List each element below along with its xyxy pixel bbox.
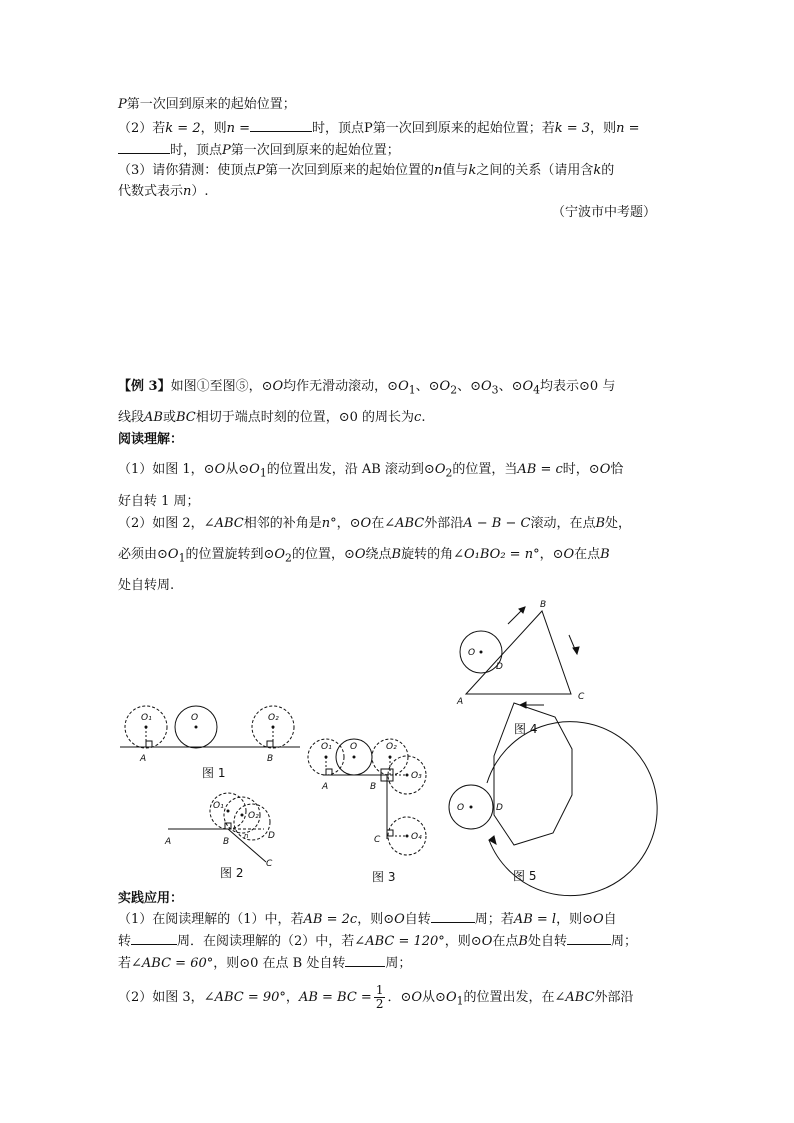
example3-line1: 【例 3】如图①至图⑤，⊙O均作无滑动滚动，$⊙O_1$、$⊙O_2$、$⊙O_3$、$⊙O_4$均表示⊙0 与 xyxy=(118,379,616,397)
fig5-caption: 图 5 xyxy=(513,869,537,883)
figure-5 xyxy=(449,703,657,896)
fig4-label-c: C xyxy=(578,692,585,702)
source-note: （宁波市中考题） xyxy=(552,205,657,220)
practice-1-line3: 若∠ABC = 60°，则⊙0 在点 B 处自转 周； xyxy=(118,956,412,971)
fig2-label-a: A xyxy=(165,837,172,847)
figure-4 xyxy=(460,607,579,708)
fig2-label-d: D xyxy=(268,831,275,841)
fig2-caption: 图 2 xyxy=(220,866,244,880)
fig2-label-o2: O₂ xyxy=(248,811,259,821)
fig5-label-o: O xyxy=(457,803,465,813)
example3-line2: 线段AB或BC相切于端点时刻的位置，⊙0 的周长为c. xyxy=(118,410,426,425)
fig4-label-d: D xyxy=(496,662,503,672)
fraction-one-half: $\frac{1}{2}$ xyxy=(375,983,384,1011)
practice-2-line1: （2）如图 3，∠ABC = 90°，AB = BC = $\frac{1}{2}$ ．⊙O从$⊙O_1$的位置出发，在∠ABC外部沿 xyxy=(118,983,634,1011)
fig3-caption: 图 3 xyxy=(372,870,396,884)
practice-1-line1: （1）在阅读理解的（1）中，若AB = 2c，则⊙O自转 周；若AB = l，则⊙O自 xyxy=(118,912,617,927)
fig1-label-a: A xyxy=(140,754,147,764)
fig3-label-o: O xyxy=(350,742,358,752)
fig5-label-d: D xyxy=(496,803,503,813)
reading-2-line3: 处自转周. xyxy=(118,578,175,593)
fig3-label-o4: O₄ xyxy=(411,832,422,842)
reading-2-line1: （2）如图 2，∠ABC相邻的补角是n°，⊙O在∠ABC外部沿A − B − C滚动，在点B处， xyxy=(118,516,632,531)
answer-blank[interactable] xyxy=(431,910,475,923)
fig1-caption: 图 1 xyxy=(202,766,226,780)
fig1-label-o: O xyxy=(191,713,199,723)
answer-blank[interactable] xyxy=(131,932,177,945)
fig1-label-o2: O₂ xyxy=(268,713,279,723)
fig2-label-n: n xyxy=(244,832,249,840)
fig2-label-b: B xyxy=(223,837,230,847)
fig3-label-o3: O₃ xyxy=(411,771,422,781)
q2-line1: （2）若k = 2，则n = 时，顶点P第一次回到原来的起始位置；若k = 3，则n = xyxy=(118,121,640,136)
fig2-label-c: C xyxy=(266,859,273,869)
fig3-label-b: B xyxy=(370,782,377,792)
practice-1-line2: 转 周．在阅读理解的（2）中，若∠ABC = 120°，则⊙O在点B处自转 周； xyxy=(118,934,637,949)
q3-line2: 代数式表示n）. xyxy=(118,184,209,199)
fig3-label-o2: O₂ xyxy=(386,742,397,752)
fig3-label-c: C xyxy=(374,835,381,845)
fig4-label-o: O xyxy=(468,648,476,658)
q1-tail: P第一次回到原来的起始位置； xyxy=(118,97,296,112)
fig4-caption: 图 4 xyxy=(514,722,538,736)
answer-blank[interactable] xyxy=(345,954,385,967)
fig4-label-b: B xyxy=(540,600,547,610)
reading-title: 阅读理解： xyxy=(118,432,184,447)
q3-line1: （3）请你猜测：使顶点P第一次回到原来的起始位置的n值与k之间的关系（请用含k的 xyxy=(118,163,615,178)
reading-1-line2: 好自转 1 周； xyxy=(118,494,200,509)
answer-blank[interactable] xyxy=(567,932,611,945)
fig1-label-o1: O₁ xyxy=(141,713,152,723)
practice-title: 实践应用： xyxy=(118,891,184,906)
fig3-label-o1: O₁ xyxy=(321,742,332,752)
q2-line2: 时，顶点P第一次回到原来的起始位置； xyxy=(118,141,400,160)
reading-2-line2: 必须由$⊙O_1$的位置旋转到$⊙O_2$的位置，⊙O绕点B旋转的角∠O₁BO₂ = n°，⊙O在点B xyxy=(118,547,610,565)
fig1-label-b: B xyxy=(267,754,274,764)
reading-1-line1: （1）如图 1，⊙O从$⊙O_1$的位置出发，沿 AB 滚动到$⊙O_2$的位置，当AB = c时，⊙O恰 xyxy=(118,462,624,480)
fig3-label-a: A xyxy=(322,782,329,792)
fig4-label-a: A xyxy=(457,697,464,707)
fig2-label-o1: O₁ xyxy=(213,801,224,811)
